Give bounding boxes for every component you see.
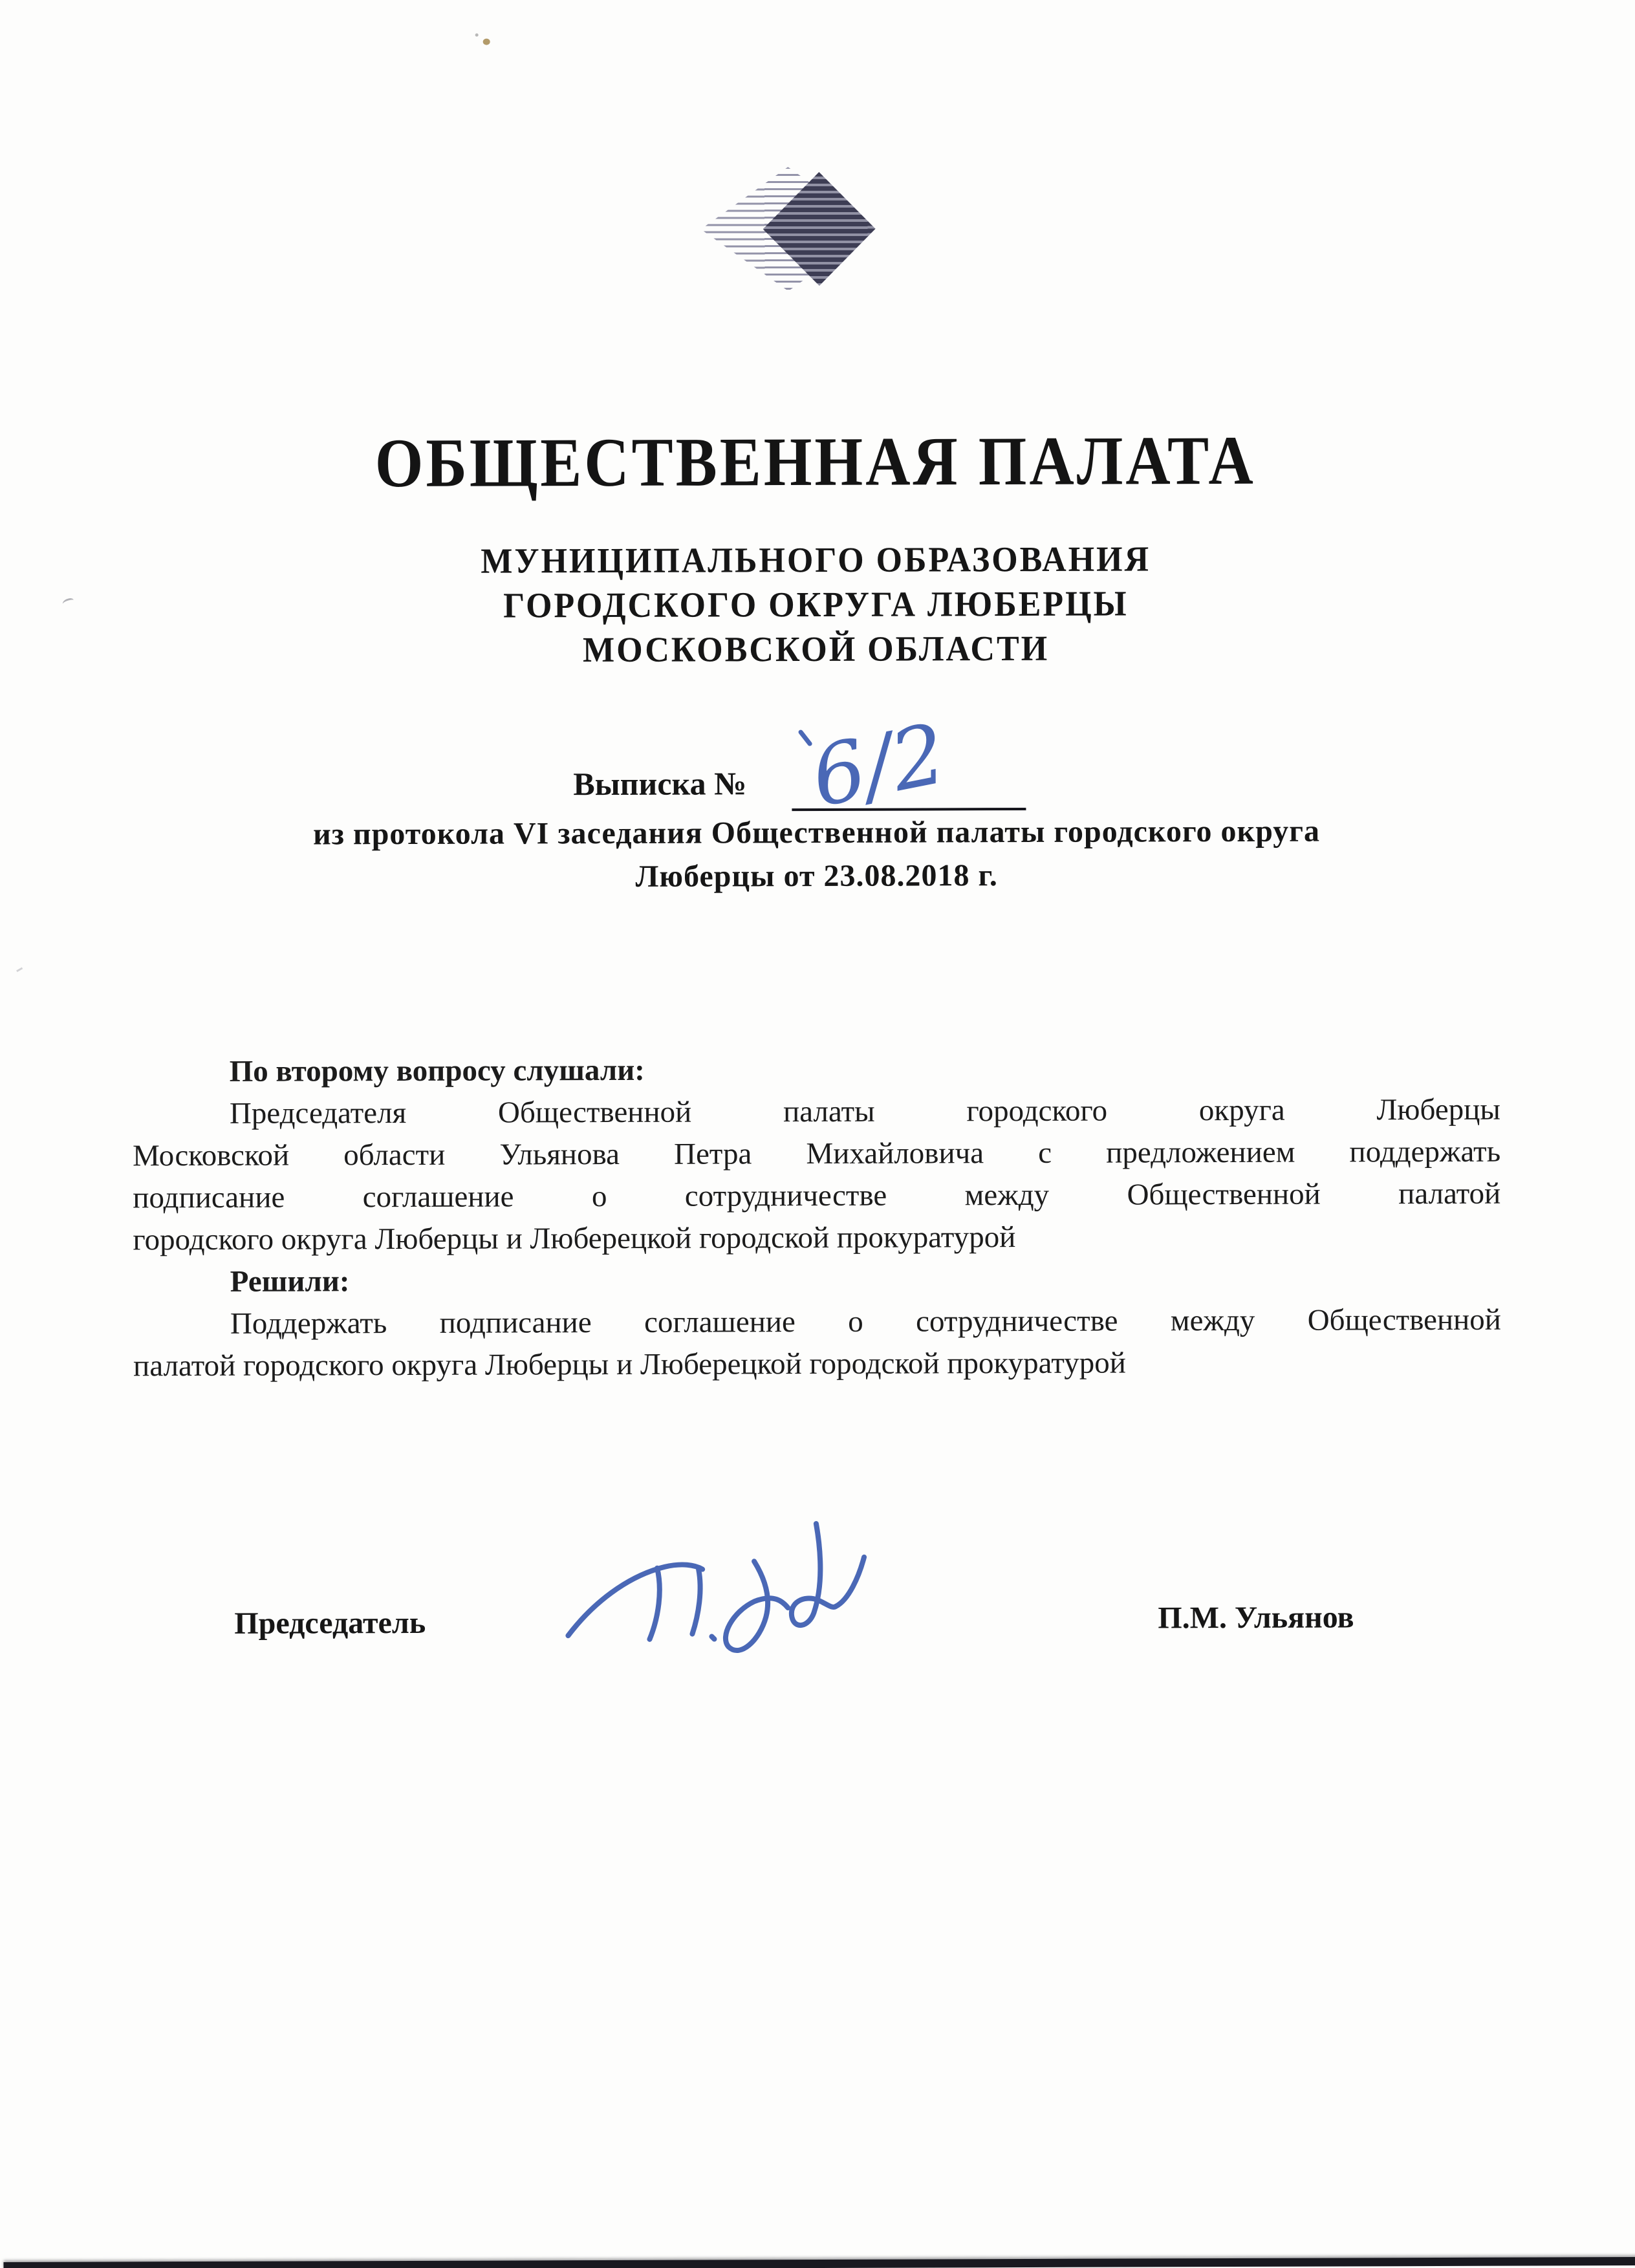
- decision-heading: Решили:: [230, 1264, 350, 1299]
- agenda-paragraph-line: Председателя Общественной палаты городского округа Люберцы: [229, 1092, 1500, 1130]
- extract-number-text: 6/2: [804, 706, 954, 826]
- extract-number-handwritten: [789, 708, 1003, 825]
- chairman-signature-icon: [559, 1498, 883, 1680]
- agenda-paragraph-line: Московской области Ульянова Петра Михайловича с предложением поддержать: [133, 1134, 1501, 1173]
- chairman-role-label: Председатель: [234, 1605, 426, 1641]
- org-title: ОБЩЕСТВЕННАЯ ПАЛАТА: [374, 421, 1256, 502]
- agenda-heading: По второму вопросу слушали:: [229, 1053, 645, 1088]
- scan-edge-bar: [3, 2257, 1635, 2268]
- scan-speck: [16, 967, 23, 973]
- extract-source-line: из протокола VI заседания Общественной палаты городского округа: [312, 814, 1321, 852]
- extract-number-label: Выписка №: [573, 765, 747, 803]
- scan-speck: [483, 39, 490, 45]
- org-subtitle-line: ГОРОДСКОГО ОКРУГА ЛЮБЕРЦЫ: [503, 584, 1129, 626]
- extract-date-line: Люберцы от 23.08.2018 г.: [635, 858, 998, 894]
- decision-paragraph-line: палатой городского округа Люберцы и Люберецкой городской прокуратурой: [133, 1346, 1126, 1383]
- chairman-name: П.М. Ульянов: [1158, 1600, 1354, 1636]
- scan-speck: [475, 34, 479, 37]
- agenda-paragraph-line: городского округа Люберцы и Люберецкой городской прокуратурой: [133, 1220, 1016, 1257]
- org-subtitle: [0, 535, 1634, 675]
- org-subtitle-line: МОСКОВСКОЙ ОБЛАСТИ: [583, 629, 1050, 670]
- diamond-logo-icon: [700, 167, 876, 292]
- document-body: [133, 1047, 1502, 1388]
- agenda-paragraph-line: подписание соглашение о сотрудничестве между Общественной палатой: [133, 1176, 1501, 1215]
- decision-paragraph-line: Поддержать подписание соглашение о сотрудничестве между Общественной: [230, 1302, 1501, 1341]
- org-subtitle-line: МУНИЦИПАЛЬНОГО ОБРАЗОВАНИЯ: [481, 539, 1151, 581]
